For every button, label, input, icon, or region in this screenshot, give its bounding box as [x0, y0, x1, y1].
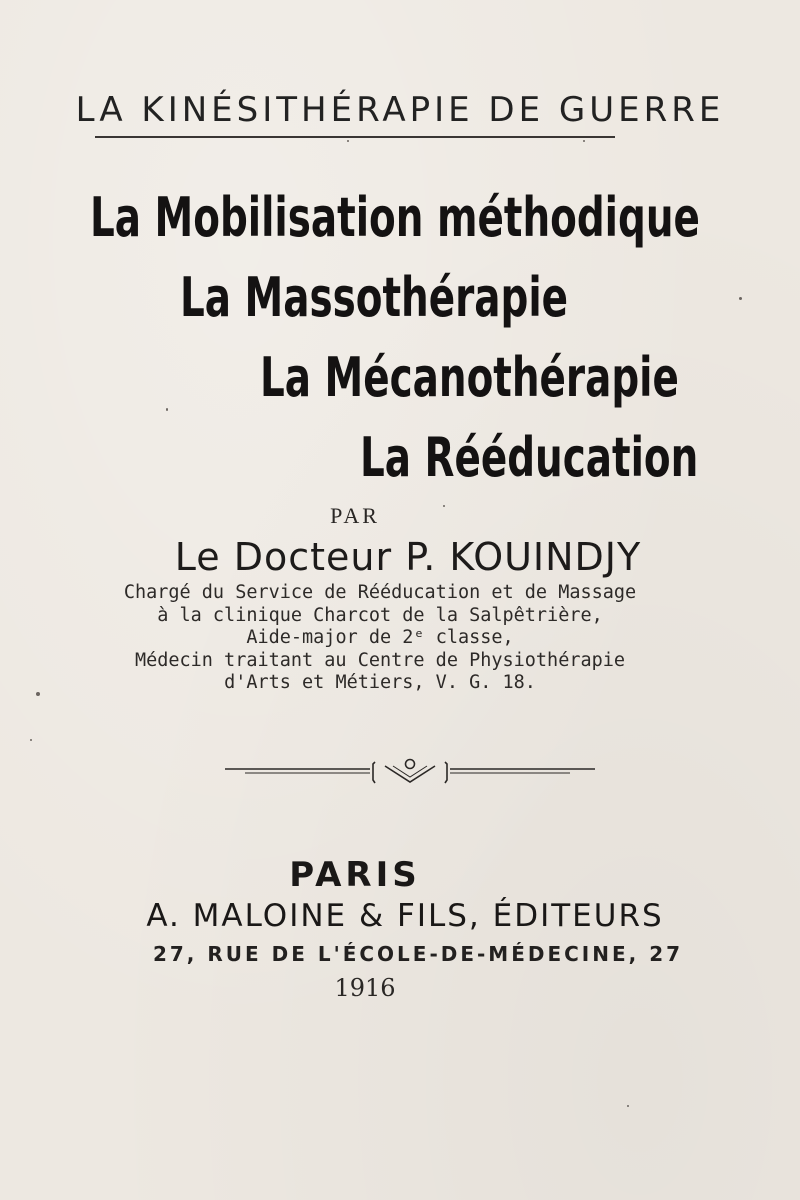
subject-mecanotherapie: La Mécanothérapie	[260, 346, 679, 409]
publisher-address: 27, RUE DE L'ÉCOLE-DE-MÉDECINE, 27	[152, 942, 684, 966]
credential-line: à la clinique Charcot de la Salpêtrière,	[157, 604, 603, 626]
ornament-divider-icon	[225, 758, 595, 788]
subject-massotherapie: La Massothérapie	[180, 266, 569, 329]
author-credentials	[110, 582, 650, 695]
author-name: Le Docteur P. KOUINDJY	[174, 535, 642, 579]
publication-city: PARIS	[289, 855, 421, 895]
series-title: LA KINÉSITHÉRAPIE DE GUERRE	[75, 90, 725, 130]
series-title-rule	[95, 136, 615, 138]
credential-line: Chargé du Service de Rééducation et de Massage	[123, 582, 637, 603]
credential-line: Aide-major de 2ᵉ classe,	[246, 627, 514, 648]
subject-reeducation: La Rééducation	[360, 426, 699, 489]
credential-line: d'Arts et Métiers, V. G. 18.	[224, 672, 536, 693]
subject-mobilisation: La Mobilisation méthodique	[90, 186, 700, 249]
publication-year: 1916	[334, 974, 396, 1002]
credential-line: Médecin traitant au Centre de Physiothérapie	[134, 649, 626, 671]
publisher-name: A. MALOINE & FILS, ÉDITEURS	[146, 898, 664, 934]
by-label: PAR	[330, 503, 380, 528]
